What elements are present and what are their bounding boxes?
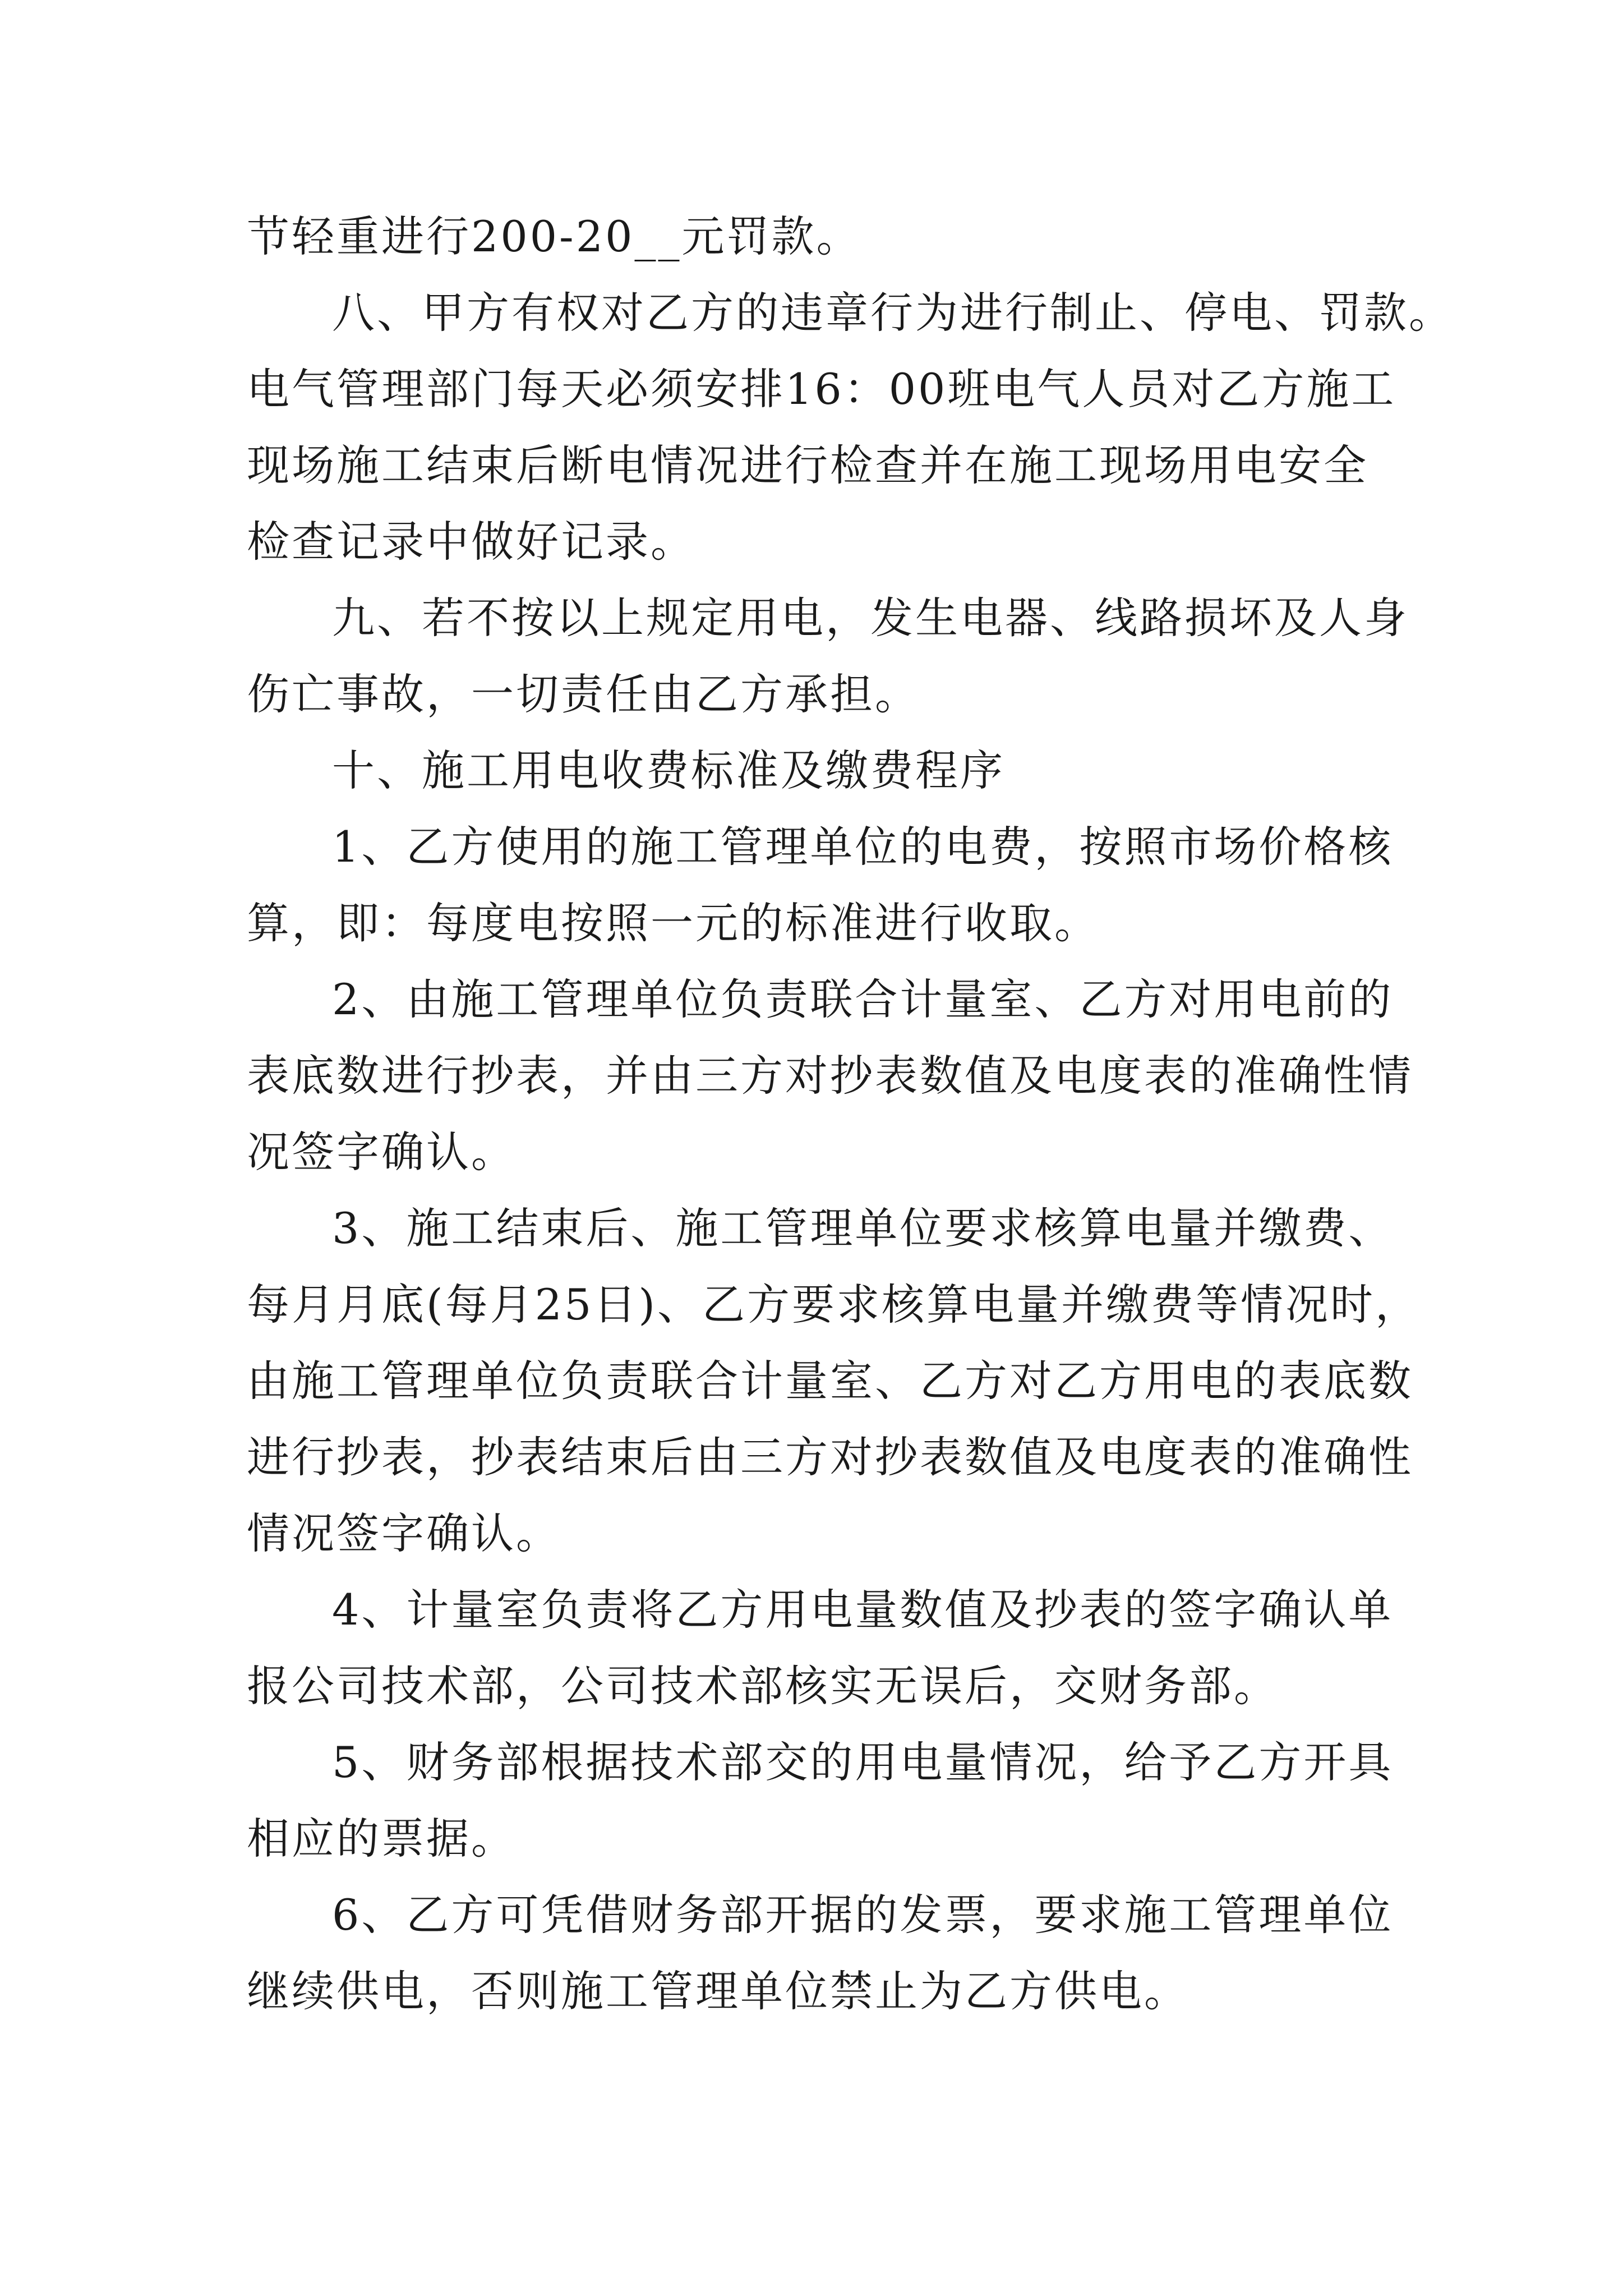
text-line: 由施工管理单位负责联合计量室、乙方对乙方用电的表底数 <box>247 1356 1413 1406</box>
text-line: 电气管理部门每天必须安排16：00班电气人员对乙方施工 <box>247 364 1396 414</box>
text-line: 5、财务部根据技术部交的用电量情况，给予乙方开具 <box>332 1737 1394 1787</box>
text-line: 九、若不按以上规定用电，发生电器、线路损坏及人身 <box>332 593 1409 643</box>
text-line: 3、施工结束后、施工管理单位要求核算电量并缴费、 <box>332 1203 1394 1253</box>
text-line: 1、乙方使用的施工管理单位的电费，按照市场价格核 <box>332 822 1394 872</box>
text-line: 进行抄表，抄表结束后由三方对抄表数值及电度表的准确性 <box>247 1432 1413 1482</box>
text-line: 况签字确认。 <box>247 1127 516 1177</box>
text-line: 2、由施工管理单位负责联合计量室、乙方对用电前的 <box>332 974 1394 1024</box>
text-line: 表底数进行抄表，并由三方对抄表数值及电度表的准确性情 <box>247 1051 1413 1101</box>
text-line: 十、施工用电收费标准及缴费程序 <box>332 746 1005 795</box>
text-line: 算，即：每度电按照一元的标准进行收取。 <box>247 898 1099 948</box>
text-line: 节轻重进行200-20__元罚款。 <box>247 211 861 261</box>
text-line: 检查记录中做好记录。 <box>247 517 695 567</box>
text-line: 6、乙方可凭借财务部开据的发票，要求施工管理单位 <box>332 1890 1394 1940</box>
text-line: 现场施工结束后断电情况进行检查并在施工现场用电安全 <box>247 440 1368 490</box>
text-line: 4、计量室负责将乙方用电量数值及抄表的签字确认单 <box>332 1585 1394 1635</box>
text-line: 伤亡事故，一切责任由乙方承担。 <box>247 669 920 719</box>
text-line: 八、甲方有权对乙方的违章行为进行制止、停电、罚款。 <box>332 288 1454 338</box>
text-line: 相应的票据。 <box>247 1814 516 1864</box>
text-line: 情况签字确认。 <box>247 1508 561 1558</box>
text-line: 报公司技术部，公司技术部核实无误后，交财务部。 <box>247 1661 1279 1711</box>
text-line: 继续供电，否则施工管理单位禁止为乙方供电。 <box>247 1966 1189 2016</box>
text-line: 每月月底(每月25日)、乙方要求核算电量并缴费等情况时， <box>247 1280 1421 1329</box>
